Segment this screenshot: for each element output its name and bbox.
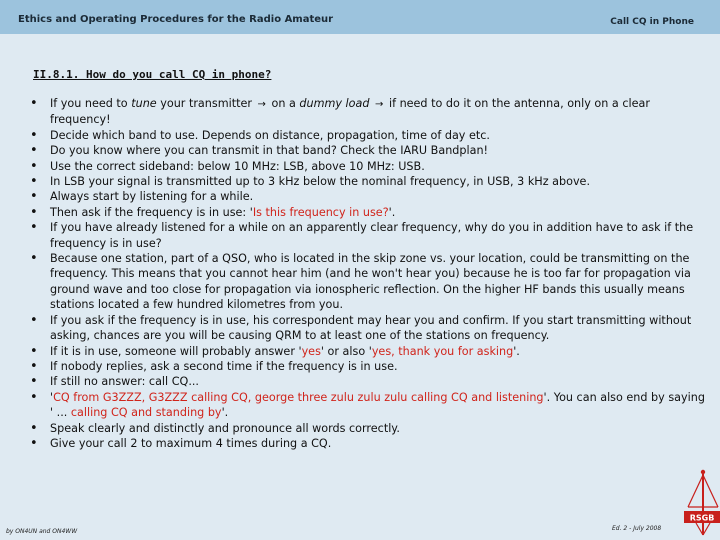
bullet-item: • Give your call 2 to maximum 4 times during a CQ. (50, 436, 705, 451)
bullet-item: • Use the correct sideband: below 10 MHz: LSB, above 10 MHz: USB. (50, 159, 705, 174)
bullet-emphasis: tune (131, 97, 157, 110)
highlighted-phrase: CQ from G3ZZZ, G3ZZZ calling CQ, george three zulu zulu zulu calling CQ and listening (53, 390, 544, 404)
bullet-text: '. (513, 344, 520, 358)
bullet-text: Then ask if the frequency is in use: ' (50, 205, 253, 219)
bullet-text: '. (221, 406, 229, 420)
bullet-item: • If you have already listened for a while on an apparently clear frequency, why do you in addition have to ask if the frequency is in use? (50, 220, 705, 251)
bullet-item (50, 96, 705, 128)
bullet-list (22, 96, 705, 451)
bullet-text: '. (388, 205, 396, 219)
bullet-item: • If still no answer: call CQ... (50, 374, 705, 389)
bullet-item: • In LSB your signal is transmitted up to 3 kHz below the nominal frequency, in USB, 3 kHz above. (50, 174, 705, 189)
bullet-text: If it is in use, someone will probably answer ' (50, 344, 302, 358)
footer-authors: by ON4UN and ON4WW (6, 528, 78, 535)
bullet-text: your transmitter (156, 97, 256, 110)
highlighted-phrase: calling CQ and standing by (70, 406, 222, 420)
bullet-item: • If you ask if the frequency is in use, his correspondent may hear you and confirm. If you start transmitting without asking, chances are you will be causing QRM to at least one of the stations on frequency. (50, 313, 705, 344)
arrow-right-icon: → (375, 99, 384, 110)
highlighted-phrase: Is this frequency in use? (252, 205, 389, 219)
document-title: Ethics and Operating Procedures for the Radio Amateur (18, 14, 334, 25)
highlighted-phrase: yes, thank you for asking (371, 344, 514, 358)
bullet-text: on a (267, 97, 300, 110)
arrow-right-icon: → (257, 99, 266, 110)
logo-text: RSGB (689, 513, 715, 523)
slide-title: Call CQ in Phone (610, 17, 694, 27)
bullet-item: • If nobody replies, ask a second time if the frequency is in use. (50, 359, 705, 374)
bullet-item (50, 390, 705, 421)
bullet-item: • Always start by listening for a while. (50, 189, 705, 204)
highlighted-phrase: yes (301, 344, 321, 358)
bullet-text: '. You can also end by saying ' ... (50, 390, 705, 420)
bullet-text: ' or also ' (320, 344, 372, 358)
bullet-item: • Speak clearly and distinctly and pronounce all words correctly. (50, 421, 705, 436)
bullet-item: • Do you know where you can transmit in that band? Check the IARU Bandplan! (50, 143, 705, 158)
section-heading: II.8.1. How do you call CQ in phone? (33, 68, 272, 81)
bullet-text: ' (50, 390, 54, 404)
footer-edition: Ed. 2 - July 2008 (612, 525, 662, 532)
bullet-emphasis: dummy load (299, 97, 370, 110)
bullet-text: if need to do it on the antenna, only on a clear frequency! (50, 97, 650, 127)
rsgb-logo-icon (678, 467, 720, 540)
bullet-item (50, 205, 705, 220)
bullet-item: • Decide which band to use. Depends on distance, propagation, time of day etc. (50, 128, 705, 143)
bullet-item: • Because one station, part of a QSO, who is located in the skip zone vs. your location, could be transmitting on the frequency. This means that you cannot hear him (and he won't hear you) because he is too far for propagation via ground wave and too close for propagation via ionospheric reflection. On the higher HF bands this usually means stations located a few hundred kilometres from you. (50, 251, 705, 313)
bullet-text: If you need to (50, 97, 132, 110)
bullet-item (50, 344, 705, 359)
